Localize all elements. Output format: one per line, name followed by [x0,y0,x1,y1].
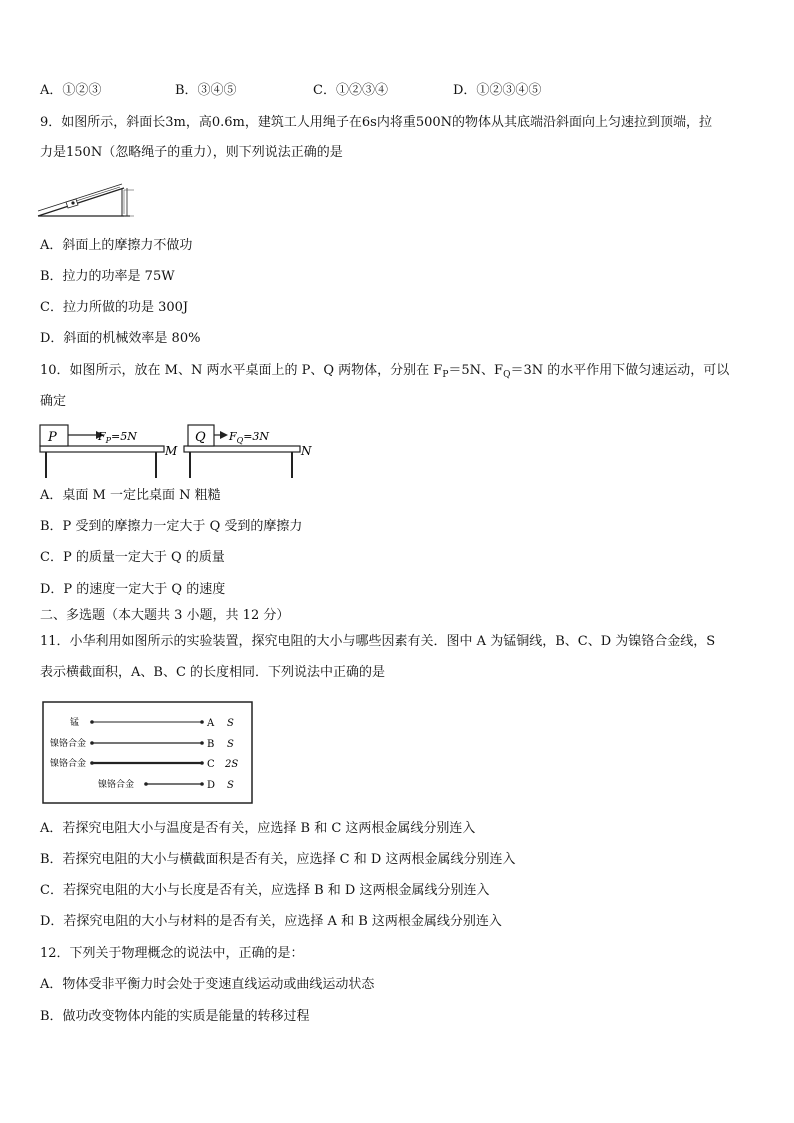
q9-option-c: C．拉力所做的功是 300J [40,300,189,315]
wire-a-material: 锰 [70,718,80,728]
q10-stem-b: ＝5N、F [448,363,504,378]
force-q-value: =3N [243,430,270,443]
force-q-sub: Q [236,436,244,445]
q8-option-c: C．①②③④ [313,83,388,98]
wire-b-material: 镍铬合金 [50,739,87,749]
block-p-label: P [48,430,57,445]
force-p-label: F [98,430,106,443]
q9-option-d: D．斜面的机械效率是 80% [40,331,201,346]
force-q-label: F [229,430,237,443]
wires-figure [42,701,254,805]
wire-d-area: S [227,780,234,791]
wire-d-material: 镍铬合金 [98,780,135,790]
incline-figure [36,180,136,220]
q10-stem-line2: 确定 [40,394,67,409]
q12-stem: 12．下列关于物理概念的说法中，正确的是： [40,946,304,961]
wire-b-letter: B [207,739,215,750]
q12-option-a: A．物体受非平衡力时会处于变速直线运动或曲线运动状态 [40,977,375,992]
wire-c-area: 2S [225,759,239,770]
q11-option-c: C．若探究电阻的大小与长度是否有关，应选择 B 和 D 这两根金属线分别连入 [40,883,490,898]
q9-option-a: A．斜面上的摩擦力不做功 [40,238,193,253]
wire-c-material: 镍铬合金 [50,759,87,769]
wire-d-letter: D [207,780,216,791]
q9-stem-line2: 力是150N（忽略绳子的重力），则下列说法正确的是 [40,145,343,160]
q11-option-a: A．若探究电阻大小与温度是否有关，应选择 B 和 C 这两根金属线分别连入 [40,821,476,836]
section-heading: 二、多选题（本大题共 3 小题，共 12 分） [40,608,290,623]
wire-c-letter: C [207,759,215,770]
table-m-label: M [165,444,178,458]
svg-text:FQ=3N [228,430,269,445]
q10-option-a: A．桌面 M 一定比桌面 N 粗糙 [40,488,221,503]
q10-stem-line1 [40,363,729,383]
q10-option-c: C．P 的质量一定大于 Q 的质量 [40,550,225,565]
force-p-value: =5N [111,430,137,443]
q11-option-b: B．若探究电阻的大小与横截面积是否有关，应选择 C 和 D 这两根金属线分别连入 [40,852,516,867]
q8-option-b: B．③④⑤ [175,83,237,98]
q8-option-a: A．①②③ [40,83,102,98]
force-p-sub: P [105,436,112,445]
q9-stem-line1: 9．如图所示，斜面长3m，高0.6m，建筑工人用绳子在6s内将重500N的物体从其底端沿斜面向上匀速拉到顶端，拉 [40,115,713,130]
q10-sub-p: P [442,370,449,380]
q10-option-b: B．P 受到的摩擦力一定大于 Q 受到的摩擦力 [40,519,303,534]
q11-stem-line2: 表示横截面积，A、B、C 的长度相同．下列说法中正确的是 [40,665,386,680]
q12-option-b: B．做功改变物体内能的实质是能量的转移过程 [40,1009,310,1024]
svg-text:FP=5N [97,430,137,445]
q8-option-d: D．①②③④⑤ [453,83,542,98]
wire-a-area: S [227,718,234,729]
q9-option-b: B．拉力的功率是 75W [40,269,175,284]
wire-a-letter: A [207,718,215,729]
q10-stem-a: 10．如图所示，放在 M、N 两水平桌面上的 P、Q 两物体，分别在 F [40,363,443,378]
wire-b-area: S [227,739,234,750]
q11-option-d: D．若探究电阻的大小与材料的是否有关，应选择 A 和 B 这两根金属线分别连入 [40,914,502,929]
table-n-label: N [301,444,312,458]
block-q-label: Q [195,430,206,445]
tables-figure [36,420,316,482]
q11-stem-line1: 11．小华利用如图所示的实验装置，探究电阻的大小与哪些因素有关．图中 A 为锰铜线，B、C、D 为镍铬合金线，S [40,634,716,649]
q10-stem-c: ＝3N 的水平作用下做匀速运动，可以 [510,363,730,378]
q10-sub-q: Q [503,370,511,380]
q10-option-d: D．P 的速度一定大于 Q 的速度 [40,582,226,597]
